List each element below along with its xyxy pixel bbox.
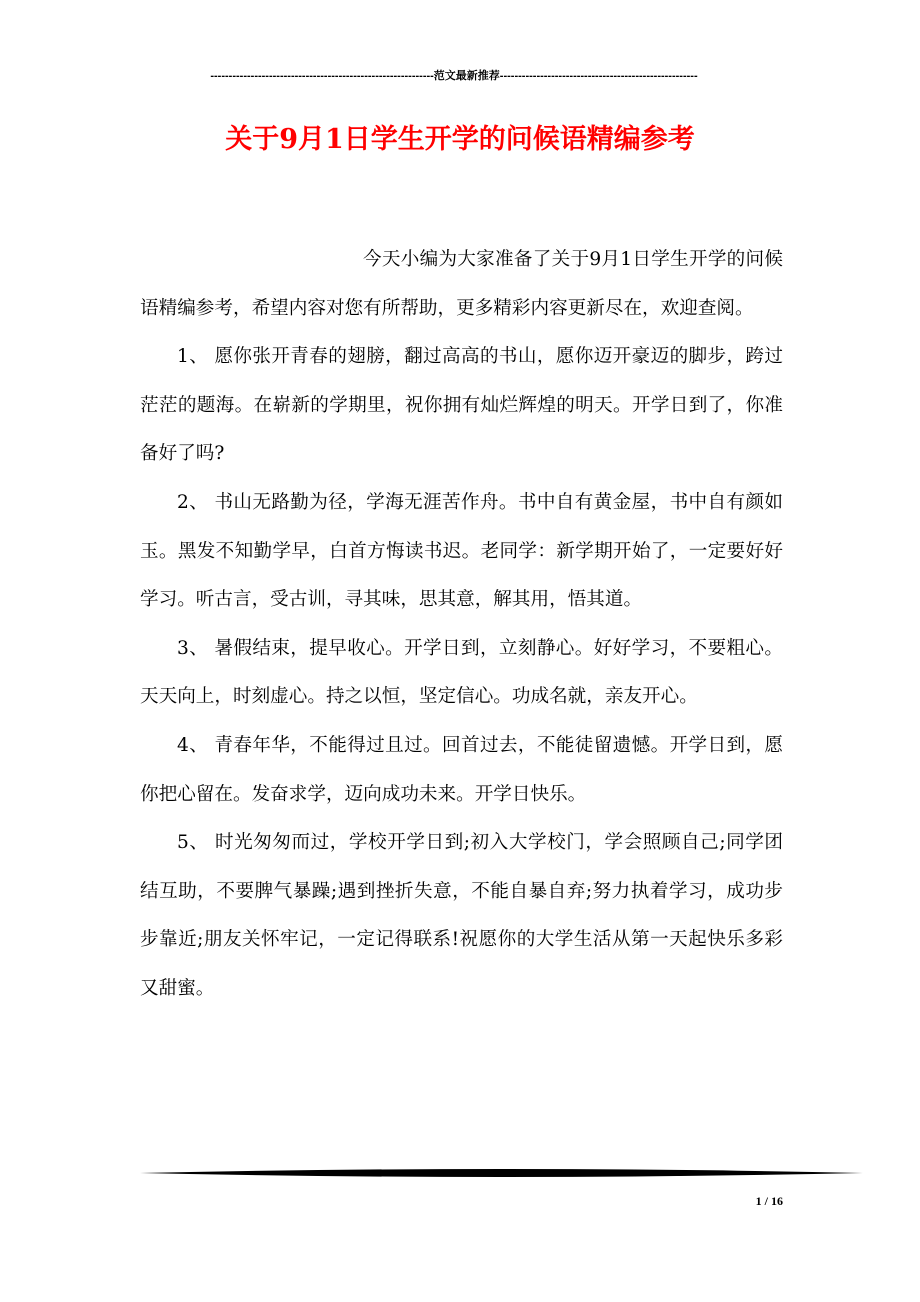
- greeting-item-2: 2、 书山无路勤为径，学海无涯苦作舟。书中自有黄金屋，书中自有颜如玉。黑发不知勤学早，白首方悔读书迟。老同学：新学期开始了，一定要好好学习。听古言，受古训，寻其味，思其意，解其用，悟其道。: [140, 491, 783, 611]
- document-title: 关于9月1日学生开学的问候语精编参考: [225, 124, 695, 155]
- page-number: 1 / 16: [755, 1194, 783, 1208]
- document-body: [140, 236, 783, 1014]
- page-header: -------------------------------------------------------------范文最新推荐------------------------------------------------------: [210, 70, 698, 82]
- greeting-item-5: 5、 时光匆匆而过，学校开学日到;初入大学校门，学会照顾自己;同学团结互助，不要脾气暴躁;遇到挫折失意，不能自暴自弃;努力执着学习，成功步步靠近;朋友关怀牢记，一定记得联系!祝愿你的大学生活从第一天起快乐多彩又甜蜜。: [140, 832, 783, 999]
- greeting-item-4: 4、 青春年华，不能得过且过。回首过去，不能徒留遗憾。开学日到，愿你把心留在。发奋求学，迈向成功未来。开学日快乐。: [140, 734, 783, 805]
- greeting-item-3: 3、 暑假结束，提早收心。开学日到，立刻静心。好好学习，不要粗心。天天向上，时刻虚心。持之以恒，坚定信心。功成名就，亲友开心。: [140, 637, 783, 708]
- intro-paragraph: 今天小编为大家准备了关于9月1日学生开学的问候语精编参考，希望内容对您有所帮助，更多精彩内容更新尽在，欢迎查阅。: [140, 249, 783, 319]
- footer-rule: [140, 1166, 863, 1180]
- greeting-item-1: 1、 愿你张开青春的翅膀，翻过高高的书山，愿你迈开豪迈的脚步，跨过茫茫的题海。在崭新的学期里，祝你拥有灿烂辉煌的明天。开学日到了，你准备好了吗?: [140, 346, 783, 465]
